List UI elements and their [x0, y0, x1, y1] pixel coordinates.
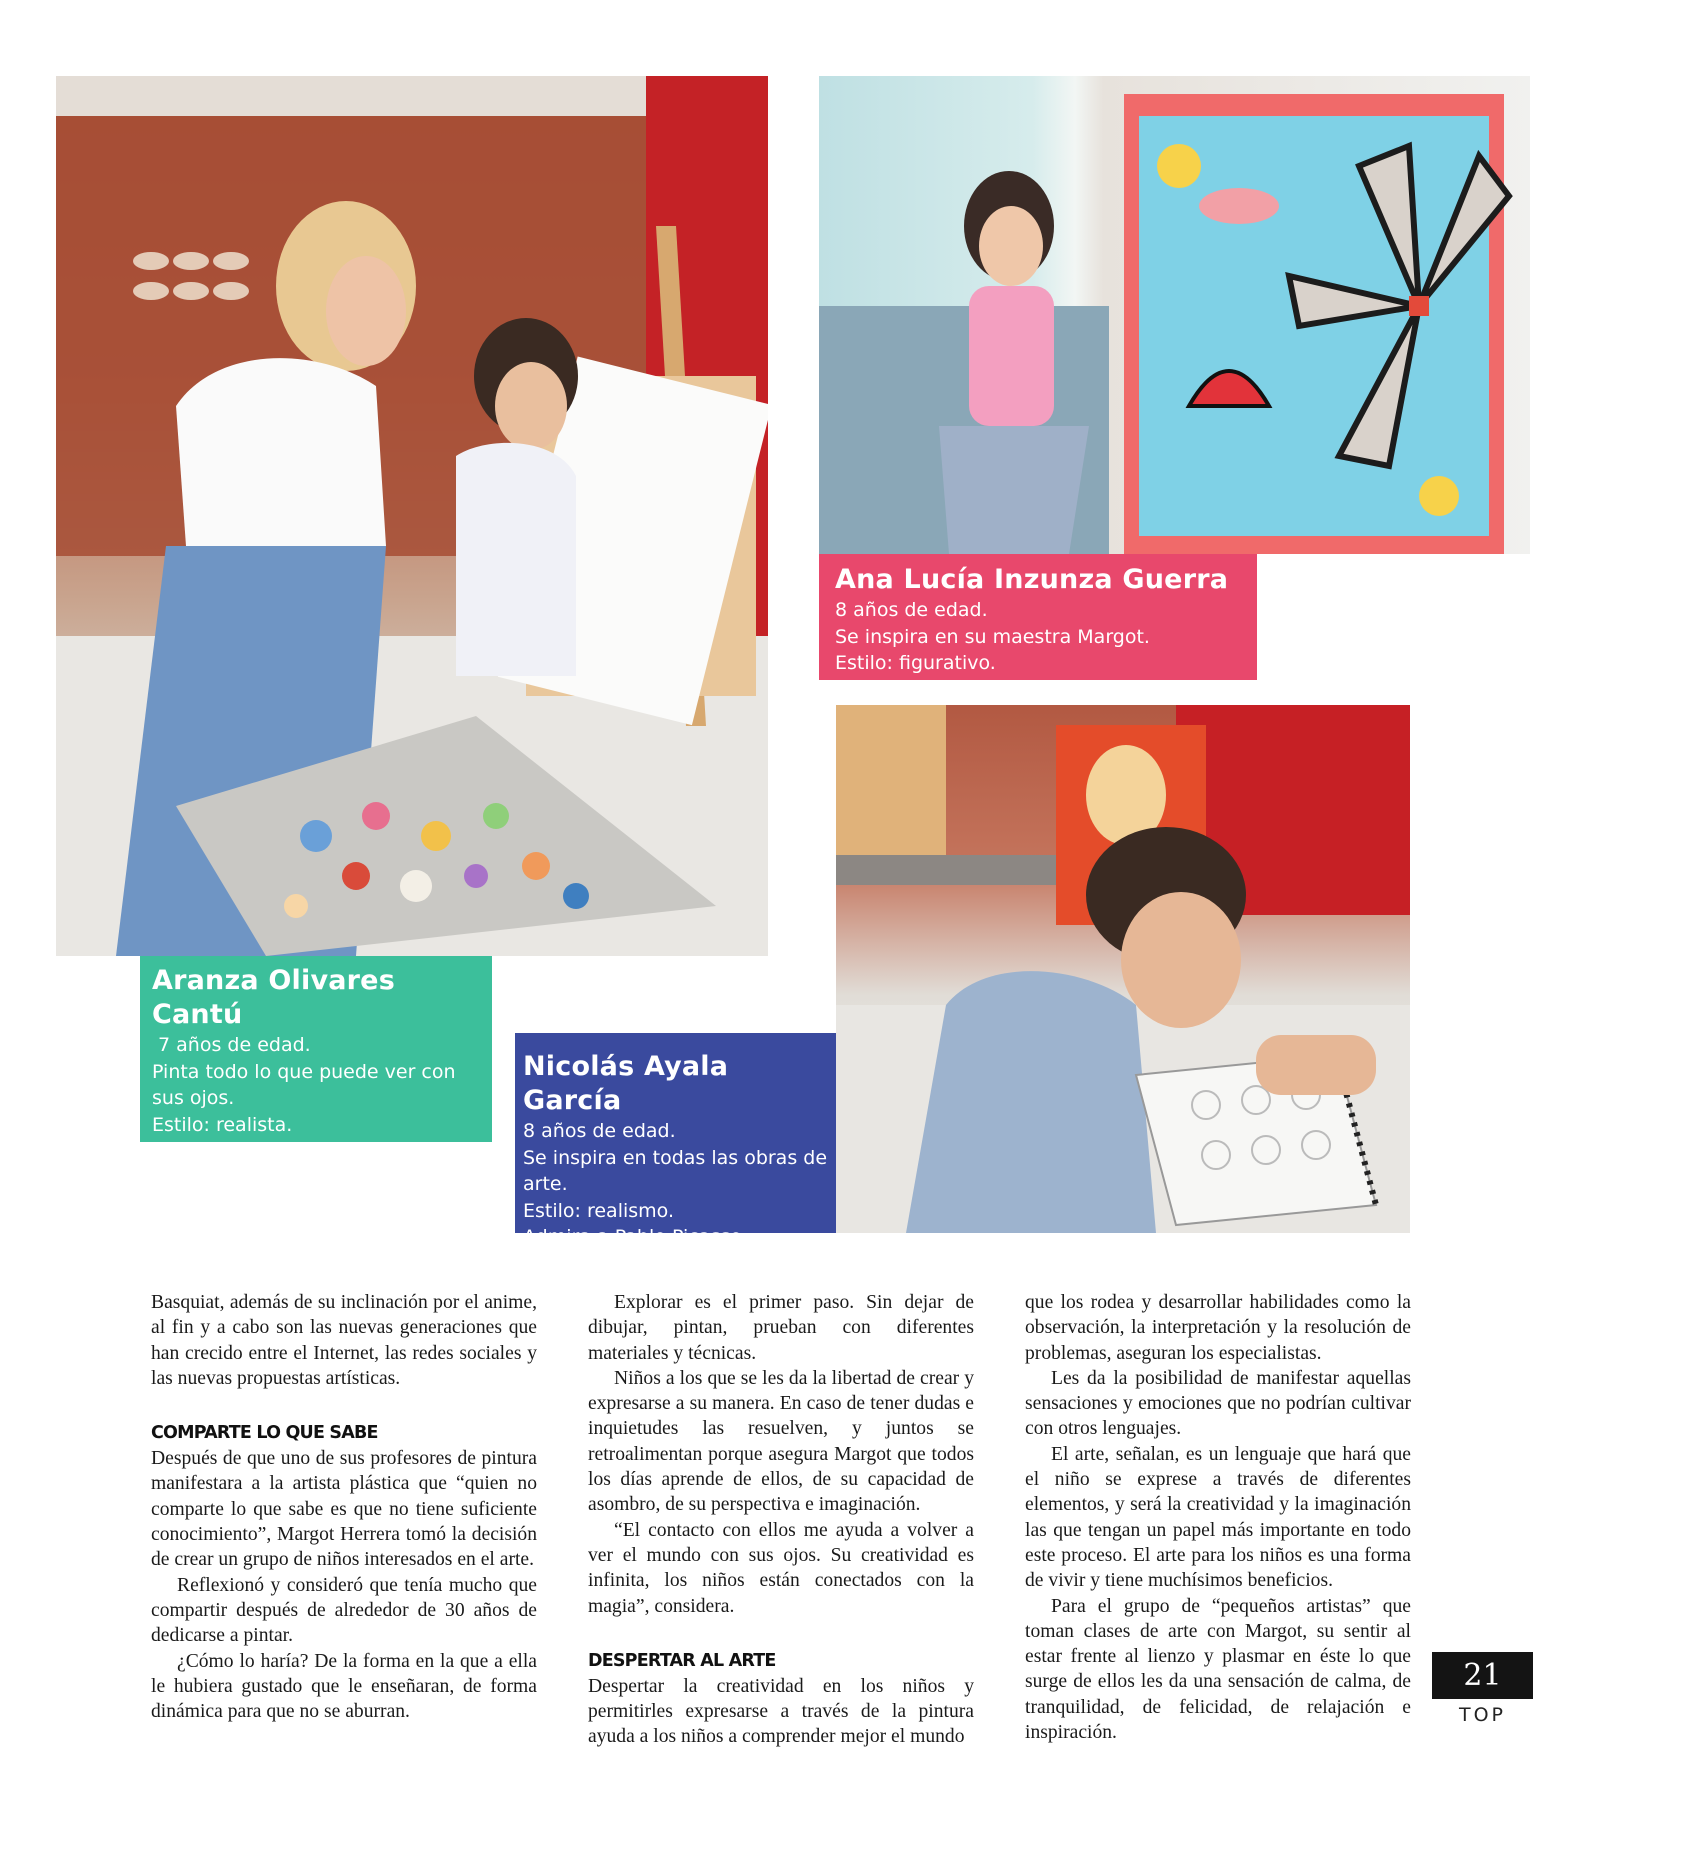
caption-analucia-style: Estilo: figurativo.: [835, 652, 996, 674]
caption-aranza-inspiration: Pinta todo lo que puede ver con sus ojos.: [152, 1060, 456, 1109]
page-number: 21: [1432, 1652, 1533, 1699]
caption-analucia: [819, 554, 1257, 680]
article-paragraph: Explorar es el primer paso. Sin dejar de dibujar, pintan, prueban con diferentes materiales y técnicas.: [588, 1292, 974, 1364]
article-column-1: [151, 1290, 537, 1724]
caption-aranza-name: Aranza Olivares Cantú: [152, 965, 395, 1030]
article-column-2: [588, 1290, 974, 1750]
caption-nicolas-admires: Admira a Pablo Picasso.: [523, 1226, 748, 1248]
caption-analucia-name: Ana Lucía Inzunza Guerra: [835, 564, 1229, 595]
article-paragraph: Reflexionó y consideró que tenía mucho que compartir después de alrededor de 30 años de dedicarse a pintar.: [151, 1574, 537, 1647]
article-paragraph: “El contacto con ellos me ayuda a volver a ver el mundo con sus ojos. Su creatividad es infinita, los niños están conectados con la magia”, considera.: [588, 1519, 974, 1617]
article-paragraph: Después de que uno de sus profesores de pintura manifestara a la artista plástica que “quien no comparte lo que sabe es que no tiene suficiente conocimiento”, Margot Herrera tomó la decisión de crear un grupo de niños interesados en el arte.: [151, 1448, 537, 1571]
photo-aranza-painting: [56, 76, 768, 956]
section-heading-comparte: COMPARTE LO QUE SABE: [151, 1423, 378, 1444]
caption-nicolas-name: Nicolás Ayala García: [523, 1051, 729, 1116]
article-paragraph: Niños a los que se les da la libertad de crear y expresarse a su manera. En caso de tener dudas e inquietudes las resuelven, y juntos se retroalimentan porque asegura Margot que todos los días aprende de ellos, de su capacidad de asombro, de su perspectiva e imaginación.: [588, 1367, 974, 1516]
article-column-3: [1025, 1290, 1411, 1745]
article-paragraph: ¿Cómo lo haría? De la forma en la que a ella le hubiera gustado que le enseñaran, de forma dinámica para que no se aburran.: [151, 1650, 537, 1723]
article-paragraph: Basquiat, además de su inclinación por el anime, al fin y a cabo son las nuevas generaciones que han crecido entre el Internet, las redes sociales y las nuevas propuestas artísticas.: [151, 1292, 537, 1389]
caption-aranza-style: Estilo: realista.: [152, 1113, 293, 1136]
caption-nicolas-inspiration: Se inspira en todas las obras de arte.: [523, 1146, 828, 1195]
article-paragraph: Despertar la creatividad en los niños y permitirles expresarse a través de la pintura ayuda a los niños a comprender mejor el mundo: [588, 1675, 974, 1748]
section-heading-despertar: DESPERTAR AL ARTE: [588, 1650, 776, 1671]
caption-aranza: [140, 956, 492, 1162]
caption-analucia-inspiration: Se inspira en su maestra Margot.: [835, 625, 1150, 648]
caption-nicolas: [515, 1033, 836, 1248]
article-paragraph: El arte, señalan, es un lenguaje que hará que el niño se exprese a través de diferentes elementos, y será la creatividad y la imaginación las que tengan un papel más importante en todo este proceso. El arte para los niños es una forma de vivir y tiene muchísimos beneficios.: [1025, 1443, 1411, 1592]
photo-analucia-with-painting: [819, 76, 1530, 554]
article-paragraph: Les da la posibilidad de manifestar aquellas sensaciones y emociones que no podrían cultivar con otros lenguajes.: [1025, 1367, 1411, 1440]
caption-nicolas-style: Estilo: realismo.: [523, 1199, 674, 1222]
photo-nicolas-drawing: [836, 705, 1410, 1233]
caption-aranza-age: 7 años de edad.: [152, 1034, 311, 1056]
photo-analucia-illustration: [819, 76, 1530, 554]
article-paragraph: que los rodea y desarrollar habilidades como la observación, la interpretación y la resolución de problemas, aseguran los especialistas.: [1025, 1292, 1411, 1364]
photo-nicolas-illustration: [836, 705, 1410, 1233]
section-label: TOP: [1458, 1704, 1507, 1726]
caption-nicolas-age: 8 años de edad.: [523, 1120, 676, 1142]
caption-aranza-admires: Admira a Frida Kahlo.: [152, 1140, 355, 1162]
photo-aranza-illustration: [56, 76, 768, 956]
caption-analucia-age: 8 años de edad.: [835, 599, 988, 621]
article-paragraph: Para el grupo de “pequeños artistas” que toman clases de arte con Margot, su sentir al estar frente al lienzo y plasmar en éste lo que surge de ellos les da una sensación de calma, de tranquilidad, de felicidad, de relajación e inspiración.: [1025, 1595, 1411, 1744]
